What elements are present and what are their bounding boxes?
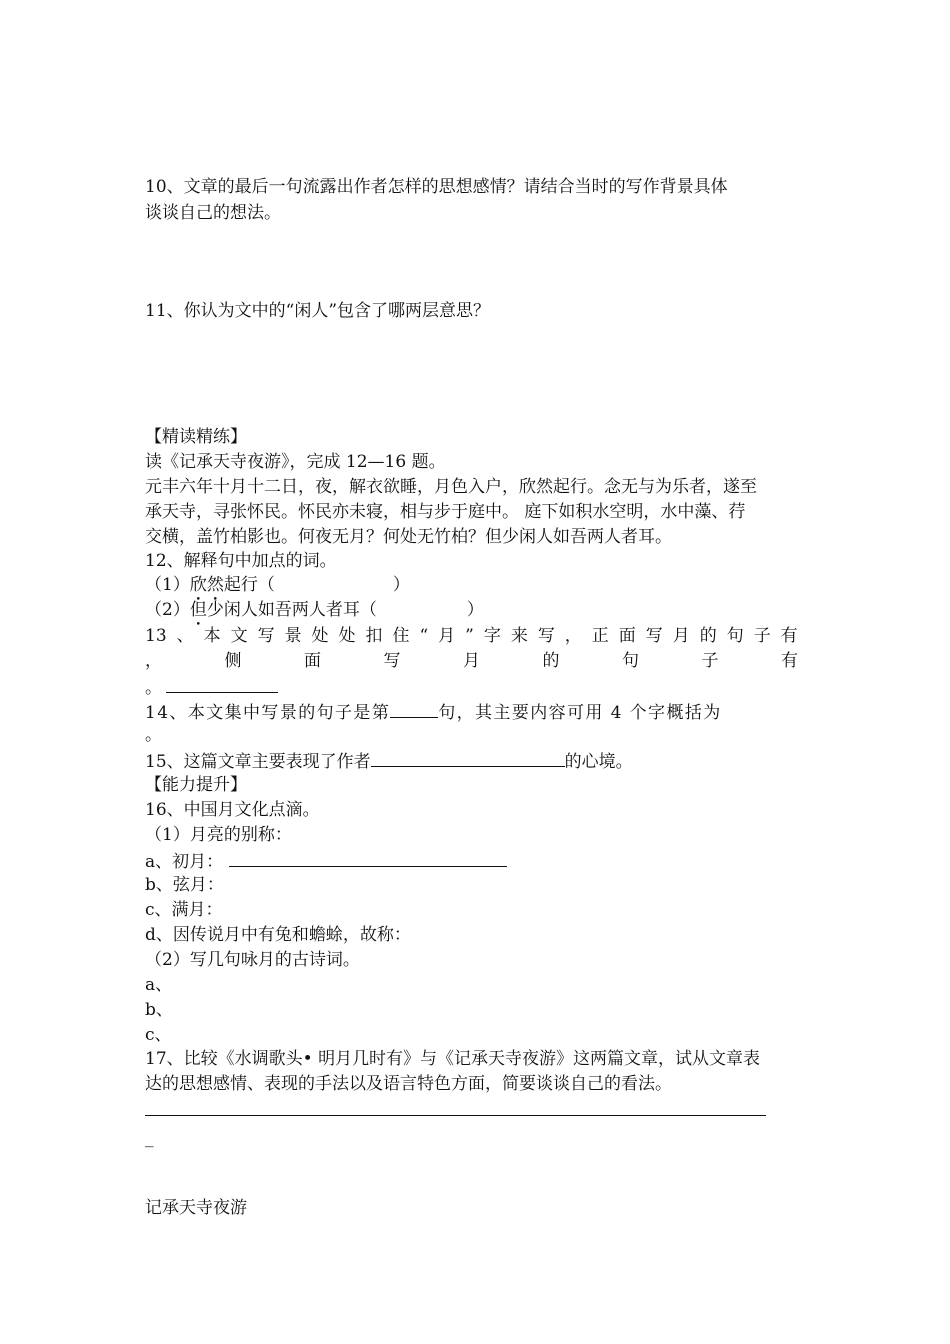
section-reading-heading: 【精读精练】 — [145, 427, 247, 447]
reading-intro: 读《记承天寺夜游》，完成 12—16 题。 — [145, 452, 446, 472]
q13-char: 写 — [645, 626, 663, 646]
q13-char: 扣 — [365, 626, 383, 646]
q13-char: 景 — [284, 626, 302, 646]
q13-char: 句 — [726, 626, 744, 646]
q14-text-b: 句，其主要内容可用 4 个字概括为 — [438, 703, 722, 723]
q15 — [145, 750, 633, 772]
q13-char: 写 — [257, 626, 275, 646]
q13-char: 正 — [591, 626, 609, 646]
dotted-char: 欣 — [189, 575, 207, 595]
q13-char: 句 — [622, 651, 639, 671]
q13-answer-blank[interactable] — [166, 676, 278, 693]
q13-char: “ — [419, 626, 429, 646]
q16-a — [145, 850, 507, 872]
q13-char: 处 — [338, 626, 356, 646]
q16-stem: 16、中国月文化点滴。 — [145, 800, 320, 820]
q16-sub2: （2）写几句咏月的古诗词。 — [145, 950, 360, 970]
q14-sentence-blank[interactable] — [390, 701, 438, 718]
q17-line2: 达的思想感情、表现的手法以及语言特色方面，简要谈谈自己的看法。 — [145, 1074, 672, 1094]
q13-char: 月 — [463, 651, 480, 671]
passage-line-2: 承天寺，寻张怀民。怀民亦未寝，相与步于庭中。 庭下如积水空明，水中藻、荇 — [145, 502, 746, 522]
q16-a-label: a、初月： — [145, 852, 224, 872]
q13-char: 写 — [383, 651, 401, 671]
q15-text-b: 的心境。 — [564, 752, 633, 772]
passage-line-1: 元丰六年十月十二日，夜，解衣欲睡，月色入户，欣然起行。念无与为乐者，遂至 — [145, 477, 757, 497]
q12-item1-text: 起行（ — [223, 575, 275, 595]
q13-char: 文 — [230, 626, 248, 646]
q12-item1 — [145, 575, 410, 595]
q10-line1: 10、文章的最后一句流露出作者怎样的思想感情？请结合当时的写作背景具体 — [145, 177, 728, 197]
q13-char: ” — [465, 626, 474, 646]
q12-item1-prefix: （1） — [145, 575, 190, 595]
q13-char: 侧 — [224, 651, 242, 671]
q16-b2: b、 — [145, 1000, 173, 1020]
q13-char: 处 — [311, 626, 329, 646]
q14-text-a: 14、本文集中写景的句子是第 — [145, 703, 391, 723]
footer-title: 记承天寺夜游 — [145, 1198, 247, 1218]
dotted-char: 然 — [206, 575, 224, 595]
q13-char: 月 — [672, 626, 690, 646]
q16-c: c、满月： — [145, 900, 223, 920]
q11: 11、你认为文中的“闲人”包含了哪两层意思？ — [145, 301, 491, 321]
q12-item2-prefix: （2） — [145, 600, 190, 620]
q13-char: 住 — [392, 626, 410, 646]
q14-line2: 。 — [145, 725, 162, 745]
q13-char: ， — [145, 651, 162, 671]
q13-char: 子 — [701, 651, 719, 671]
q13-char: 有 — [781, 651, 798, 671]
q16-a-blank[interactable] — [229, 850, 507, 867]
q12-stem: 12、解释句中加点的词。 — [145, 551, 337, 571]
q13-char: 面 — [304, 651, 321, 671]
q14-line1 — [145, 701, 722, 723]
dotted-char: 但 — [189, 600, 207, 620]
q13-char: 字 — [483, 626, 501, 646]
q12-item2-close: ） — [466, 600, 484, 620]
q12-item2 — [145, 600, 484, 620]
q13-period: 。 — [145, 678, 162, 698]
q17-answer-line[interactable] — [145, 1115, 766, 1116]
q13-char: 13 — [145, 626, 167, 646]
q16-c2: c、 — [145, 1025, 172, 1045]
q10-line2: 谈谈自己的想法。 — [145, 203, 281, 223]
section-ability-heading: 【能力提升】 — [145, 775, 247, 795]
q13-char: 月 — [438, 626, 456, 646]
q13-char: 的 — [542, 651, 560, 671]
q13-line2 — [145, 651, 798, 671]
q16-b: b、弦月： — [145, 875, 224, 895]
q17-line1: 17、比较《水调歌头• 明月几时有》与《记承天寺夜游》这两篇文章，试从文章表 — [145, 1049, 761, 1069]
q13-char: 来 — [510, 626, 528, 646]
q13-char: 、 — [176, 626, 194, 646]
q15-text-a: 15、这篇文章主要表现了作者 — [145, 752, 371, 772]
q12-item1-close: ） — [392, 575, 410, 595]
q13-char: 有 — [780, 626, 798, 646]
q16-d: d、因传说月中有兔和蟾蜍，故称： — [145, 925, 411, 945]
q16-sub1: （1）月亮的别称： — [145, 825, 292, 845]
q13-char: 写 — [537, 626, 555, 646]
q13-line3 — [145, 676, 278, 698]
q13-char: ， — [564, 626, 582, 646]
q13-line1 — [145, 626, 798, 646]
q15-blank[interactable] — [371, 750, 565, 767]
passage-line-3: 交横，盖竹柏影也。何夜无月？何处无竹柏？但少闲人如吾两人者耳。 — [145, 527, 672, 547]
q13-char: 的 — [699, 626, 717, 646]
q13-char: 面 — [618, 626, 636, 646]
q12-item2-text: 少闲人如吾两人者耳（ — [206, 600, 377, 620]
q17-trailing-underscore: _ — [145, 1128, 154, 1148]
q13-char: 本 — [203, 626, 221, 646]
q16-a2: a、 — [145, 975, 173, 995]
q13-char: 子 — [753, 626, 771, 646]
